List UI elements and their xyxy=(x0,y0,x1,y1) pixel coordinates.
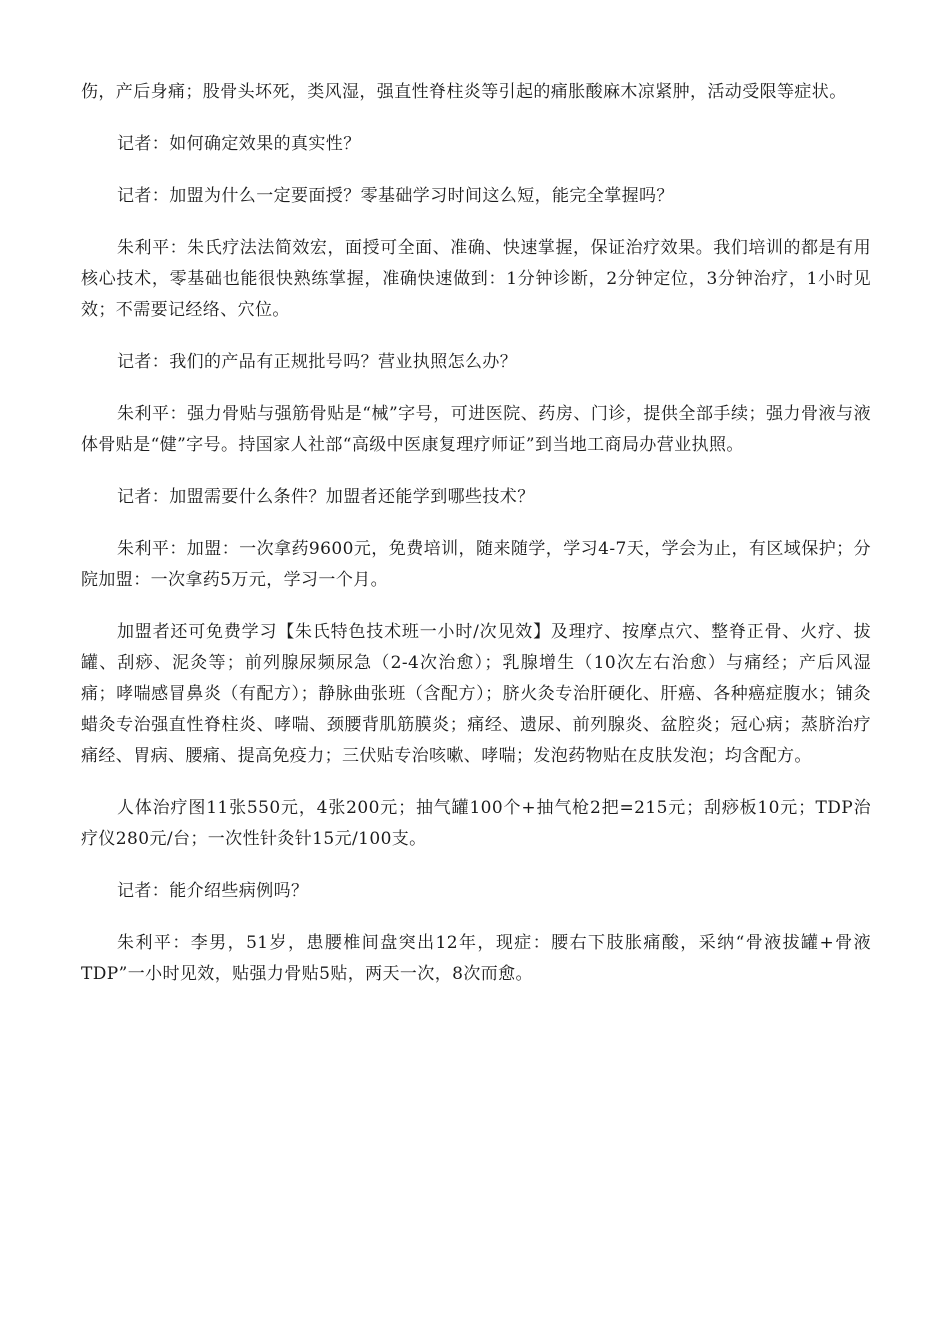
paragraph-answer-training: 朱利平：朱氏疗法法简效宏，面授可全面、准确、快速掌握，保证治疗效果。我们培训的都是有用核心技术，零基础也能很快熟练掌握，准确快速做到：1分钟诊断，2分钟定位，3分钟治疗，1小时见效；不需要记经络、穴位。 xyxy=(81,238,871,320)
paragraph-continuation: 伤，产后身痛；股骨头坏死，类风湿，强直性脊柱炎等引起的痛胀酸麻木凉紧肿，活动受限等症状。 xyxy=(81,82,847,102)
paragraph-reporter-question-cases: 记者：能介绍些病例吗？ xyxy=(117,881,309,901)
paragraph-answer-case: 朱利平：李男，51岁，患腰椎间盘突出12年，现症：腰右下肢胀痛酸，采纳“骨液拔罐+骨液TDP”一小时见效，贴强力骨贴5贴，两天一次，8次而愈。 xyxy=(81,933,871,984)
paragraph-reporter-question-authenticity: 记者：如何确定效果的真实性？ xyxy=(117,134,361,154)
paragraph-price-list: 人体治疗图11张550元，4张200元；抽气罐100个+抽气枪2把=215元；刮痧板10元；TDP治疗仪280元/台；一次性针灸针15元/100支。 xyxy=(81,798,871,849)
document-body xyxy=(81,77,871,1011)
paragraph-free-courses: 加盟者还可免费学习【朱氏特色技术班一小时/次见效】及理疗、按摩点穴、整脊正骨、火疗、拔罐、刮痧、泥灸等；前列腺尿频尿急（2-4次治愈）；乳腺增生（10次左右治愈）与痛经；产后风湿痛；哮喘感冒鼻炎（有配方）；静脉曲张班（含配方）；脐火灸专治肝硬化、肝癌、各种癌症腹水；铺灸蜡灸专治强直性脊柱炎、哮喘、颈腰背肌筋膜炎；痛经、遗尿、前列腺炎、盆腔炎；冠心病；蒸脐治疗痛经、胃病、腰痛、提高免疫力；三伏贴专治咳嗽、哮喘；发泡药物贴在皮肤发泡；均含配方。 xyxy=(81,622,871,766)
paragraph-reporter-question-conditions: 记者：加盟需要什么条件？加盟者还能学到哪些技术？ xyxy=(117,487,535,507)
paragraph-reporter-question-license: 记者：我们的产品有正规批号吗？营业执照怎么办？ xyxy=(117,352,518,372)
paragraph-reporter-question-training: 记者：加盟为什么一定要面授？零基础学习时间这么短，能完全掌握吗？ xyxy=(117,186,674,206)
paragraph-answer-license: 朱利平：强力骨贴与强筋骨贴是“械”字号，可进医院、药房、门诊，提供全部手续；强力骨液与液体骨贴是“健”字号。持国家人社部“高级中医康复理疗师证”到当地工商局办营业执照。 xyxy=(81,404,871,455)
paragraph-answer-conditions: 朱利平：加盟：一次拿药9600元，免费培训，随来随学，学习4-7天，学会为止，有区域保护；分院加盟：一次拿药5万元，学习一个月。 xyxy=(81,539,871,590)
